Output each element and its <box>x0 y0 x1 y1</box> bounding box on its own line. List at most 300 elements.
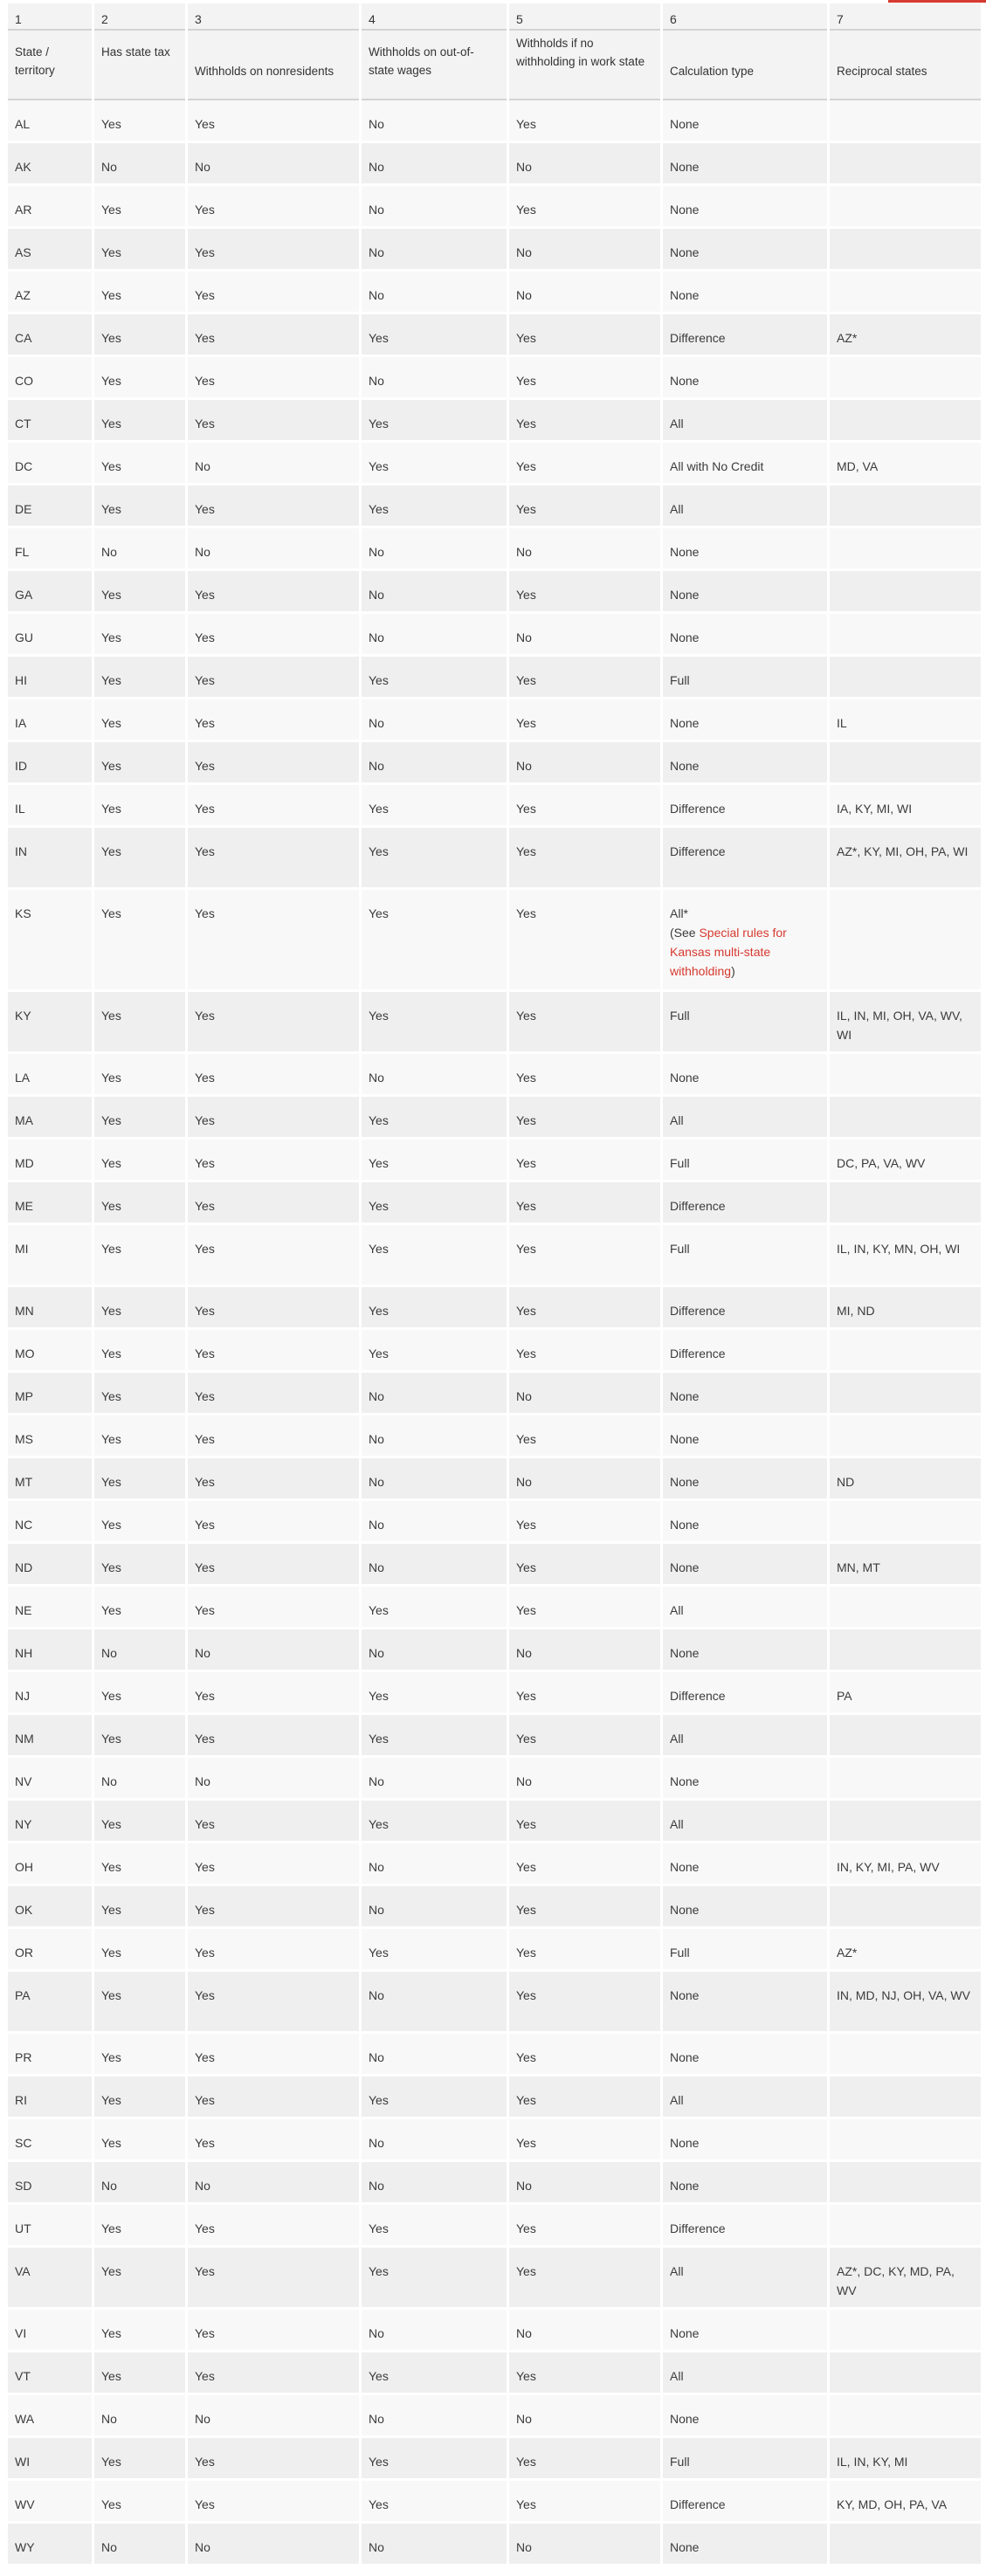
state-cell: AZ <box>8 272 92 314</box>
nonresident-cell: Yes <box>188 314 359 357</box>
header-withholds-out-of-state: Withholds on out-of-state wages <box>362 31 507 100</box>
nonresident-cell: Yes <box>188 992 359 1054</box>
reciprocal-cell <box>830 614 981 657</box>
calculation-cell: Full <box>663 1225 827 1287</box>
calculation-cell: All <box>663 1801 827 1843</box>
nonresident-cell: Yes <box>188 1140 359 1182</box>
table-row <box>8 1054 981 1097</box>
calculation-cell: None <box>663 2119 827 2162</box>
nonresident-cell: Yes <box>188 2438 359 2481</box>
no-withholding-cell: Yes <box>509 486 660 528</box>
calculation-cell <box>663 890 827 992</box>
state-cell: DC <box>8 443 92 486</box>
nonresident-cell: Yes <box>188 486 359 528</box>
reciprocal-cell <box>830 100 981 143</box>
no-withholding-cell: Yes <box>509 2481 660 2524</box>
has-tax-cell: Yes <box>94 828 185 890</box>
out-of-state-cell: Yes <box>362 1330 507 1373</box>
calculation-cell: None <box>663 1501 827 1544</box>
nonresident-cell: Yes <box>188 1843 359 1886</box>
calculation-cell: None <box>663 1629 827 1672</box>
table-row <box>8 1801 981 1843</box>
calculation-cell: None <box>663 1458 827 1501</box>
table-row <box>8 2481 981 2524</box>
state-cell: MS <box>8 1415 92 1458</box>
out-of-state-cell: Yes <box>362 657 507 699</box>
reciprocal-cell <box>830 229 981 272</box>
no-withholding-cell: Yes <box>509 1587 660 1629</box>
state-cell: ME <box>8 1182 92 1225</box>
state-cell: IA <box>8 699 92 742</box>
reciprocal-cell: IA, KY, MI, WI <box>830 785 981 828</box>
reciprocal-cell <box>830 2119 981 2162</box>
reciprocal-cell <box>830 890 981 992</box>
has-tax-cell: Yes <box>94 1929 185 1972</box>
nonresident-cell: Yes <box>188 742 359 785</box>
nonresident-cell: Yes <box>188 2310 359 2352</box>
reciprocal-cell <box>830 357 981 400</box>
state-cell: AK <box>8 143 92 186</box>
no-withholding-cell: No <box>509 2524 660 2566</box>
out-of-state-cell: No <box>362 272 507 314</box>
out-of-state-cell: No <box>362 571 507 614</box>
state-cell: GU <box>8 614 92 657</box>
calculation-cell: All with No Credit <box>663 443 827 486</box>
reciprocal-cell <box>830 2034 981 2077</box>
nonresident-cell: Yes <box>188 1373 359 1415</box>
has-tax-cell: Yes <box>94 571 185 614</box>
table-row <box>8 828 981 890</box>
column-number: 1 <box>8 3 92 31</box>
calculation-cell: None <box>663 1373 827 1415</box>
calculation-cell: All <box>663 400 827 443</box>
reciprocal-cell <box>830 2077 981 2119</box>
reciprocal-cell <box>830 1715 981 1758</box>
column-header-row <box>8 31 981 100</box>
calculation-cell: None <box>663 272 827 314</box>
nonresident-cell: Yes <box>188 1972 359 2034</box>
table-row <box>8 571 981 614</box>
state-cell: IL <box>8 785 92 828</box>
has-tax-cell: Yes <box>94 1054 185 1097</box>
has-tax-cell: Yes <box>94 1140 185 1182</box>
has-tax-cell: Yes <box>94 2034 185 2077</box>
state-cell: NC <box>8 1501 92 1544</box>
table-row <box>8 699 981 742</box>
nonresident-cell: No <box>188 143 359 186</box>
out-of-state-cell: Yes <box>362 314 507 357</box>
calculation-cell: None <box>663 1415 827 1458</box>
calculation-cell: None <box>663 2395 827 2438</box>
reciprocal-cell <box>830 400 981 443</box>
no-withholding-cell: Yes <box>509 2205 660 2248</box>
nonresident-cell: No <box>188 528 359 571</box>
table-row <box>8 1886 981 1929</box>
reciprocal-cell <box>830 1758 981 1801</box>
has-tax-cell: No <box>94 143 185 186</box>
column-number: 2 <box>94 3 185 31</box>
column-number: 4 <box>362 3 507 31</box>
reciprocal-cell: ND <box>830 1458 981 1501</box>
state-cell: OH <box>8 1843 92 1886</box>
calculation-cell: Full <box>663 992 827 1054</box>
table-row <box>8 2438 981 2481</box>
reciprocal-cell <box>830 1886 981 1929</box>
no-withholding-cell: No <box>509 1458 660 1501</box>
state-cell: GA <box>8 571 92 614</box>
nonresident-cell: Yes <box>188 1801 359 1843</box>
has-tax-cell: No <box>94 1629 185 1672</box>
out-of-state-cell: No <box>362 1972 507 2034</box>
no-withholding-cell: Yes <box>509 1415 660 1458</box>
nonresident-cell: Yes <box>188 186 359 229</box>
state-cell: NY <box>8 1801 92 1843</box>
nonresident-cell: Yes <box>188 2352 359 2395</box>
no-withholding-cell: No <box>509 2310 660 2352</box>
reciprocal-cell <box>830 2395 981 2438</box>
state-cell: NE <box>8 1587 92 1629</box>
header-reciprocal-states: Reciprocal states <box>830 31 981 100</box>
has-tax-cell: Yes <box>94 2352 185 2395</box>
state-cell: NV <box>8 1758 92 1801</box>
has-tax-cell: Yes <box>94 1843 185 1886</box>
out-of-state-cell: Yes <box>362 1672 507 1715</box>
has-tax-cell: Yes <box>94 2248 185 2310</box>
column-number: 7 <box>830 3 981 31</box>
no-withholding-cell: Yes <box>509 2034 660 2077</box>
nonresident-cell: Yes <box>188 272 359 314</box>
state-cell: PA <box>8 1972 92 2034</box>
calculation-cell: None <box>663 571 827 614</box>
out-of-state-cell: No <box>362 1458 507 1501</box>
no-withholding-cell: No <box>509 2395 660 2438</box>
header-withholds-no-withholding: Withholds if no withholding in work state <box>509 31 660 100</box>
has-tax-cell: No <box>94 2524 185 2566</box>
no-withholding-cell: No <box>509 1629 660 1672</box>
nonresident-cell: Yes <box>188 1330 359 1373</box>
calculation-cell: None <box>663 742 827 785</box>
reciprocal-cell: AZ* <box>830 314 981 357</box>
has-tax-cell: Yes <box>94 272 185 314</box>
state-cell: UT <box>8 2205 92 2248</box>
out-of-state-cell: Yes <box>362 2248 507 2310</box>
out-of-state-cell: Yes <box>362 1587 507 1629</box>
no-withholding-cell: Yes <box>509 1715 660 1758</box>
nonresident-cell: Yes <box>188 1225 359 1287</box>
has-tax-cell: Yes <box>94 1458 185 1501</box>
has-tax-cell: Yes <box>94 443 185 486</box>
nonresident-cell: Yes <box>188 1182 359 1225</box>
state-cell: MO <box>8 1330 92 1373</box>
table-row <box>8 1715 981 1758</box>
calculation-cell: None <box>663 100 827 143</box>
has-tax-cell: Yes <box>94 2077 185 2119</box>
calculation-cell: Difference <box>663 1330 827 1373</box>
calculation-cell: Difference <box>663 828 827 890</box>
table-row <box>8 992 981 1054</box>
no-withholding-cell: No <box>509 742 660 785</box>
out-of-state-cell: Yes <box>362 2077 507 2119</box>
out-of-state-cell: No <box>362 528 507 571</box>
out-of-state-cell: Yes <box>362 1140 507 1182</box>
nonresident-cell: No <box>188 2162 359 2205</box>
reciprocal-cell <box>830 1054 981 1097</box>
table-row <box>8 2162 981 2205</box>
table-row <box>8 614 981 657</box>
out-of-state-cell: Yes <box>362 1715 507 1758</box>
reciprocal-cell: MN, MT <box>830 1544 981 1587</box>
table-row <box>8 890 981 992</box>
nonresident-cell: Yes <box>188 2205 359 2248</box>
state-cell: MD <box>8 1140 92 1182</box>
out-of-state-cell: No <box>362 100 507 143</box>
no-withholding-cell: Yes <box>509 1972 660 2034</box>
state-cell: SD <box>8 2162 92 2205</box>
out-of-state-cell: Yes <box>362 890 507 992</box>
has-tax-cell: Yes <box>94 785 185 828</box>
out-of-state-cell: No <box>362 2119 507 2162</box>
out-of-state-cell: No <box>362 2034 507 2077</box>
no-withholding-cell: Yes <box>509 314 660 357</box>
reciprocal-cell: MI, ND <box>830 1287 981 1330</box>
has-tax-cell: Yes <box>94 614 185 657</box>
has-tax-cell: Yes <box>94 186 185 229</box>
nonresident-cell: Yes <box>188 2077 359 2119</box>
state-cell: KY <box>8 992 92 1054</box>
calculation-cell: All <box>663 1587 827 1629</box>
state-cell: AL <box>8 100 92 143</box>
no-withholding-cell: Yes <box>509 1672 660 1715</box>
has-tax-cell: Yes <box>94 742 185 785</box>
no-withholding-cell: Yes <box>509 186 660 229</box>
table-row <box>8 400 981 443</box>
no-withholding-cell: Yes <box>509 992 660 1054</box>
out-of-state-cell: No <box>362 1373 507 1415</box>
header-has-state-tax: Has state tax <box>94 31 185 100</box>
out-of-state-cell: No <box>362 186 507 229</box>
reciprocal-cell <box>830 2310 981 2352</box>
state-cell: OK <box>8 1886 92 1929</box>
reciprocal-cell <box>830 1373 981 1415</box>
nonresident-cell: Yes <box>188 1715 359 1758</box>
no-withholding-cell: Yes <box>509 657 660 699</box>
no-withholding-cell: Yes <box>509 2077 660 2119</box>
reciprocal-cell <box>830 1097 981 1140</box>
table-row <box>8 2034 981 2077</box>
out-of-state-cell: No <box>362 1758 507 1801</box>
table-row <box>8 1544 981 1587</box>
nonresident-cell: Yes <box>188 1587 359 1629</box>
no-withholding-cell: Yes <box>509 1544 660 1587</box>
state-cell: AR <box>8 186 92 229</box>
reciprocal-cell <box>830 1801 981 1843</box>
state-cell: MP <box>8 1373 92 1415</box>
calculation-cell: None <box>663 229 827 272</box>
calculation-cell: None <box>663 1544 827 1587</box>
reciprocal-cell <box>830 2352 981 2395</box>
state-cell: NH <box>8 1629 92 1672</box>
out-of-state-cell: Yes <box>362 1287 507 1330</box>
column-number: 6 <box>663 3 827 31</box>
calculation-cell: Difference <box>663 1287 827 1330</box>
table-row <box>8 1843 981 1886</box>
state-cell: SC <box>8 2119 92 2162</box>
no-withholding-cell: No <box>509 1373 660 1415</box>
no-withholding-cell: Yes <box>509 890 660 992</box>
out-of-state-cell: Yes <box>362 2352 507 2395</box>
column-number-row <box>8 3 981 31</box>
no-withholding-cell: Yes <box>509 2438 660 2481</box>
out-of-state-cell: No <box>362 742 507 785</box>
calculation-cell: None <box>663 143 827 186</box>
table-row <box>8 528 981 571</box>
state-cell: ID <box>8 742 92 785</box>
table-row <box>8 2524 981 2566</box>
out-of-state-cell: Yes <box>362 1801 507 1843</box>
nonresident-cell: Yes <box>188 1287 359 1330</box>
reciprocal-cell: DC, PA, VA, WV <box>830 1140 981 1182</box>
has-tax-cell: Yes <box>94 1972 185 2034</box>
has-tax-cell: Yes <box>94 100 185 143</box>
no-withholding-cell: Yes <box>509 400 660 443</box>
column-number: 3 <box>188 3 359 31</box>
reciprocal-cell: KY, MD, OH, PA, VA <box>830 2481 981 2524</box>
nonresident-cell: No <box>188 443 359 486</box>
has-tax-cell: Yes <box>94 699 185 742</box>
calculation-cell: None <box>663 2310 827 2352</box>
nonresident-cell: Yes <box>188 1929 359 1972</box>
calculation-cell: Difference <box>663 2481 827 2524</box>
has-tax-cell: Yes <box>94 400 185 443</box>
no-withholding-cell: Yes <box>509 2352 660 2395</box>
state-cell: VA <box>8 2248 92 2310</box>
nonresident-cell: Yes <box>188 2119 359 2162</box>
table-row <box>8 143 981 186</box>
nonresident-cell: Yes <box>188 1886 359 1929</box>
reciprocal-cell <box>830 143 981 186</box>
state-cell: CO <box>8 357 92 400</box>
calculation-cell: None <box>663 1843 827 1886</box>
reciprocal-cell <box>830 528 981 571</box>
no-withholding-cell: No <box>509 272 660 314</box>
no-withholding-cell: Yes <box>509 1843 660 1886</box>
table-row <box>8 657 981 699</box>
no-withholding-cell: Yes <box>509 1330 660 1373</box>
table-row <box>8 443 981 486</box>
has-tax-cell: Yes <box>94 1225 185 1287</box>
out-of-state-cell: Yes <box>362 2481 507 2524</box>
has-tax-cell: No <box>94 2395 185 2438</box>
reciprocal-cell: IN, MD, NJ, OH, VA, WV <box>830 1972 981 2034</box>
state-cell: VT <box>8 2352 92 2395</box>
table-row <box>8 1415 981 1458</box>
has-tax-cell: Yes <box>94 1544 185 1587</box>
reciprocal-cell <box>830 742 981 785</box>
calculation-cell: Difference <box>663 314 827 357</box>
calculation-cell: Full <box>663 657 827 699</box>
out-of-state-cell: Yes <box>362 1225 507 1287</box>
has-tax-cell: No <box>94 1758 185 1801</box>
calculation-cell: None <box>663 186 827 229</box>
has-tax-cell: Yes <box>94 1287 185 1330</box>
has-tax-cell: Yes <box>94 2481 185 2524</box>
table-row <box>8 1672 981 1715</box>
table-row <box>8 2205 981 2248</box>
no-withholding-cell: Yes <box>509 1140 660 1182</box>
table-row <box>8 357 981 400</box>
table-row <box>8 785 981 828</box>
state-cell: WV <box>8 2481 92 2524</box>
calculation-cell: None <box>663 1758 827 1801</box>
table-row <box>8 1629 981 1672</box>
nonresident-cell: Yes <box>188 890 359 992</box>
state-cell: ND <box>8 1544 92 1587</box>
state-cell: LA <box>8 1054 92 1097</box>
table-row <box>8 1972 981 2034</box>
state-cell: PR <box>8 2034 92 2077</box>
out-of-state-cell: No <box>362 1843 507 1886</box>
reciprocal-cell <box>830 2162 981 2205</box>
has-tax-cell: Yes <box>94 1715 185 1758</box>
table-row <box>8 229 981 272</box>
reciprocal-cell <box>830 657 981 699</box>
state-cell: RI <box>8 2077 92 2119</box>
nonresident-cell: Yes <box>188 657 359 699</box>
table-row <box>8 272 981 314</box>
out-of-state-cell: Yes <box>362 443 507 486</box>
state-cell: FL <box>8 528 92 571</box>
state-cell: OR <box>8 1929 92 1972</box>
reciprocal-cell: AZ*, DC, KY, MD, PA, WV <box>830 2248 981 2310</box>
reciprocal-cell: MD, VA <box>830 443 981 486</box>
out-of-state-cell: No <box>362 1629 507 1672</box>
table-row <box>8 1140 981 1182</box>
nonresident-cell: Yes <box>188 1054 359 1097</box>
has-tax-cell: Yes <box>94 1501 185 1544</box>
nonresident-cell: Yes <box>188 357 359 400</box>
reciprocal-cell: AZ* <box>830 1929 981 1972</box>
table-row <box>8 2077 981 2119</box>
reciprocal-cell <box>830 571 981 614</box>
nonresident-cell: No <box>188 1629 359 1672</box>
nonresident-cell: Yes <box>188 1672 359 1715</box>
state-cell: MT <box>8 1458 92 1501</box>
kansas-calc-value: All* <box>670 906 689 920</box>
has-tax-cell: Yes <box>94 2119 185 2162</box>
reciprocal-cell <box>830 486 981 528</box>
table-row <box>8 2310 981 2352</box>
calculation-cell: None <box>663 1054 827 1097</box>
kansas-special-rules-link[interactable]: Special rules for Kansas multi-state withholding <box>670 926 787 978</box>
state-withholding-table <box>5 3 983 2566</box>
no-withholding-cell: Yes <box>509 1182 660 1225</box>
state-cell: MI <box>8 1225 92 1287</box>
has-tax-cell: No <box>94 2162 185 2205</box>
calculation-cell: None <box>663 528 827 571</box>
nonresident-cell: Yes <box>188 1415 359 1458</box>
has-tax-cell: Yes <box>94 1886 185 1929</box>
state-cell: VI <box>8 2310 92 2352</box>
table-row <box>8 314 981 357</box>
nonresident-cell: Yes <box>188 1544 359 1587</box>
out-of-state-cell: Yes <box>362 486 507 528</box>
calculation-cell: None <box>663 614 827 657</box>
calculation-cell: Difference <box>663 1182 827 1225</box>
out-of-state-cell: Yes <box>362 1097 507 1140</box>
table-row <box>8 742 981 785</box>
table-row <box>8 1929 981 1972</box>
state-cell: NJ <box>8 1672 92 1715</box>
